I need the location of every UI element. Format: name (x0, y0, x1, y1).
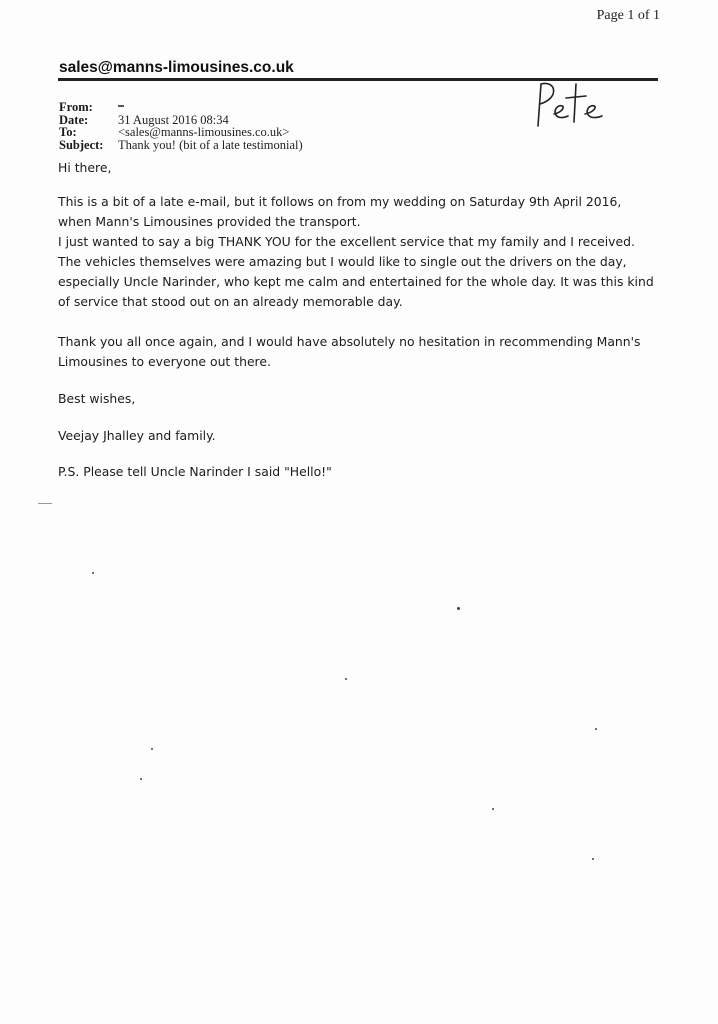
subject-value: Thank you! (bit of a late testimonial) (118, 137, 303, 152)
redaction-mark (118, 105, 124, 107)
header-subject-row (59, 139, 303, 152)
page-number: Page 1 of 1 (596, 8, 660, 23)
scan-speck (492, 808, 494, 810)
mailbox-address: sales@manns-limousines.co.uk (59, 59, 294, 76)
paragraph: Thank you all once again, and I would have absolutely no hesitation in recommending Mann's Limousines to everyone out there. (58, 334, 641, 369)
paragraph: This is a bit of a late e-mail, but it follows on from my wedding on Saturday 9th April 2016, when Mann's Limousines provided the transport. (58, 194, 622, 229)
to-value: <sales@manns-limousines.co.uk> (118, 125, 290, 139)
closing: Best wishes, (58, 391, 136, 406)
scan-speck (595, 728, 597, 730)
header-from-row (59, 101, 303, 114)
from-value (118, 101, 124, 114)
email-body (58, 158, 658, 482)
scan-speck (457, 607, 460, 610)
date-label: Date: (59, 112, 89, 127)
scan-speck (151, 748, 153, 750)
email-headers (59, 101, 303, 151)
scan-speck (38, 503, 52, 504)
date-value: 31 August 2016 08:34 (118, 112, 229, 127)
postscript: P.S. Please tell Uncle Narinder I said "Hello!" (58, 464, 332, 479)
scan-speck (592, 858, 594, 860)
to-label: To: (59, 125, 77, 139)
header-to-row (59, 126, 303, 139)
paragraph: I just wanted to say a big THANK YOU for the excellent service that my family and I received. The vehicles themselves were amazing but I would like to single out the drivers on the day, especially Uncle Narinder, who kept me calm and entertained for the whole day. It was this kind of service that stood out on an already memorable day. (58, 234, 654, 309)
from-label: From: (59, 100, 93, 114)
subject-label: Subject: (59, 137, 104, 152)
greeting: Hi there, (58, 160, 112, 175)
sender-name: Veejay Jhalley and family. (58, 428, 216, 443)
scan-speck (140, 778, 142, 780)
scan-speck (92, 572, 94, 574)
handwritten-signature (530, 78, 620, 133)
scan-speck (345, 678, 347, 680)
